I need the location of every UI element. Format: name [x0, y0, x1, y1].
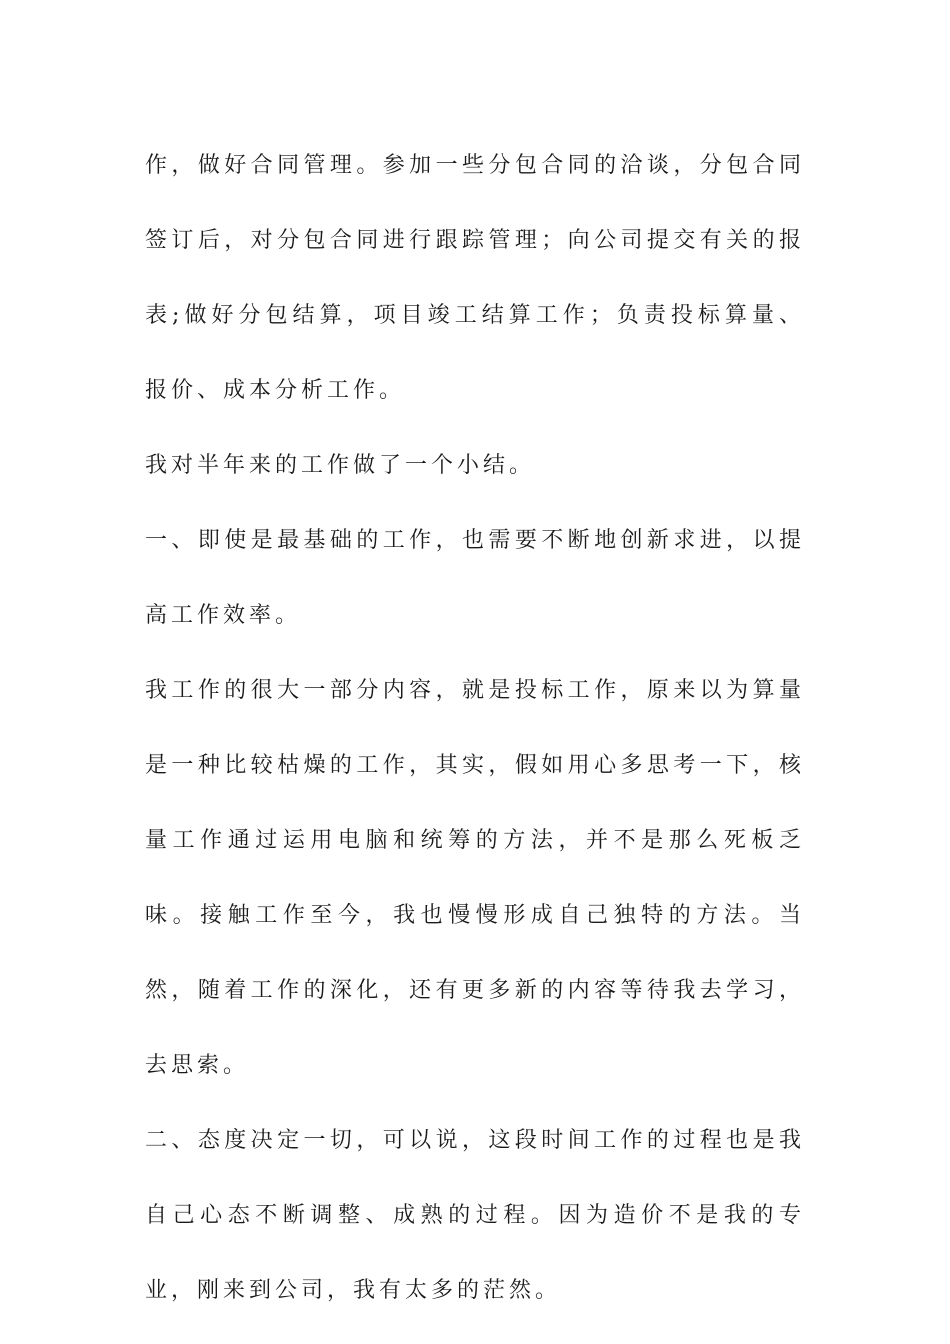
paragraph-bidding-work: 我工作的很大一部分内容，就是投标工作，原来以为算量是一种比较枯燥的工作，其实，假如用心多思考一下，核量工作通过运用电脑和统筹的方法，并不是那么死板乏味。接触工作至今，我也慢慢形成自己独特的方法。当然，随着工作的深化，还有更多新的内容等待我去学习，去思索。	[145, 678, 805, 1078]
document-body	[145, 128, 805, 1328]
paragraph-contract-management: 作，做好合同管理。参加一些分包合同的洽谈，分包合同签订后，对分包合同进行跟踪管理；向公司提交有关的报表;做好分包结算，项目竣工结算工作；负责投标算量、报价、成本分析工作。	[145, 153, 805, 403]
paragraph-half-year-summary: 我对半年来的工作做了一个小结。	[145, 453, 536, 478]
paragraph-section-one-heading: 一、即使是最基础的工作，也需要不断地创新求进，以提高工作效率。	[145, 528, 805, 628]
paragraph-section-two-attitude: 二、态度决定一切，可以说，这段时间工作的过程也是我自己心态不断调整、成熟的过程。因为造价不是我的专业，刚来到公司，我有太多的茫然。	[145, 1128, 805, 1303]
